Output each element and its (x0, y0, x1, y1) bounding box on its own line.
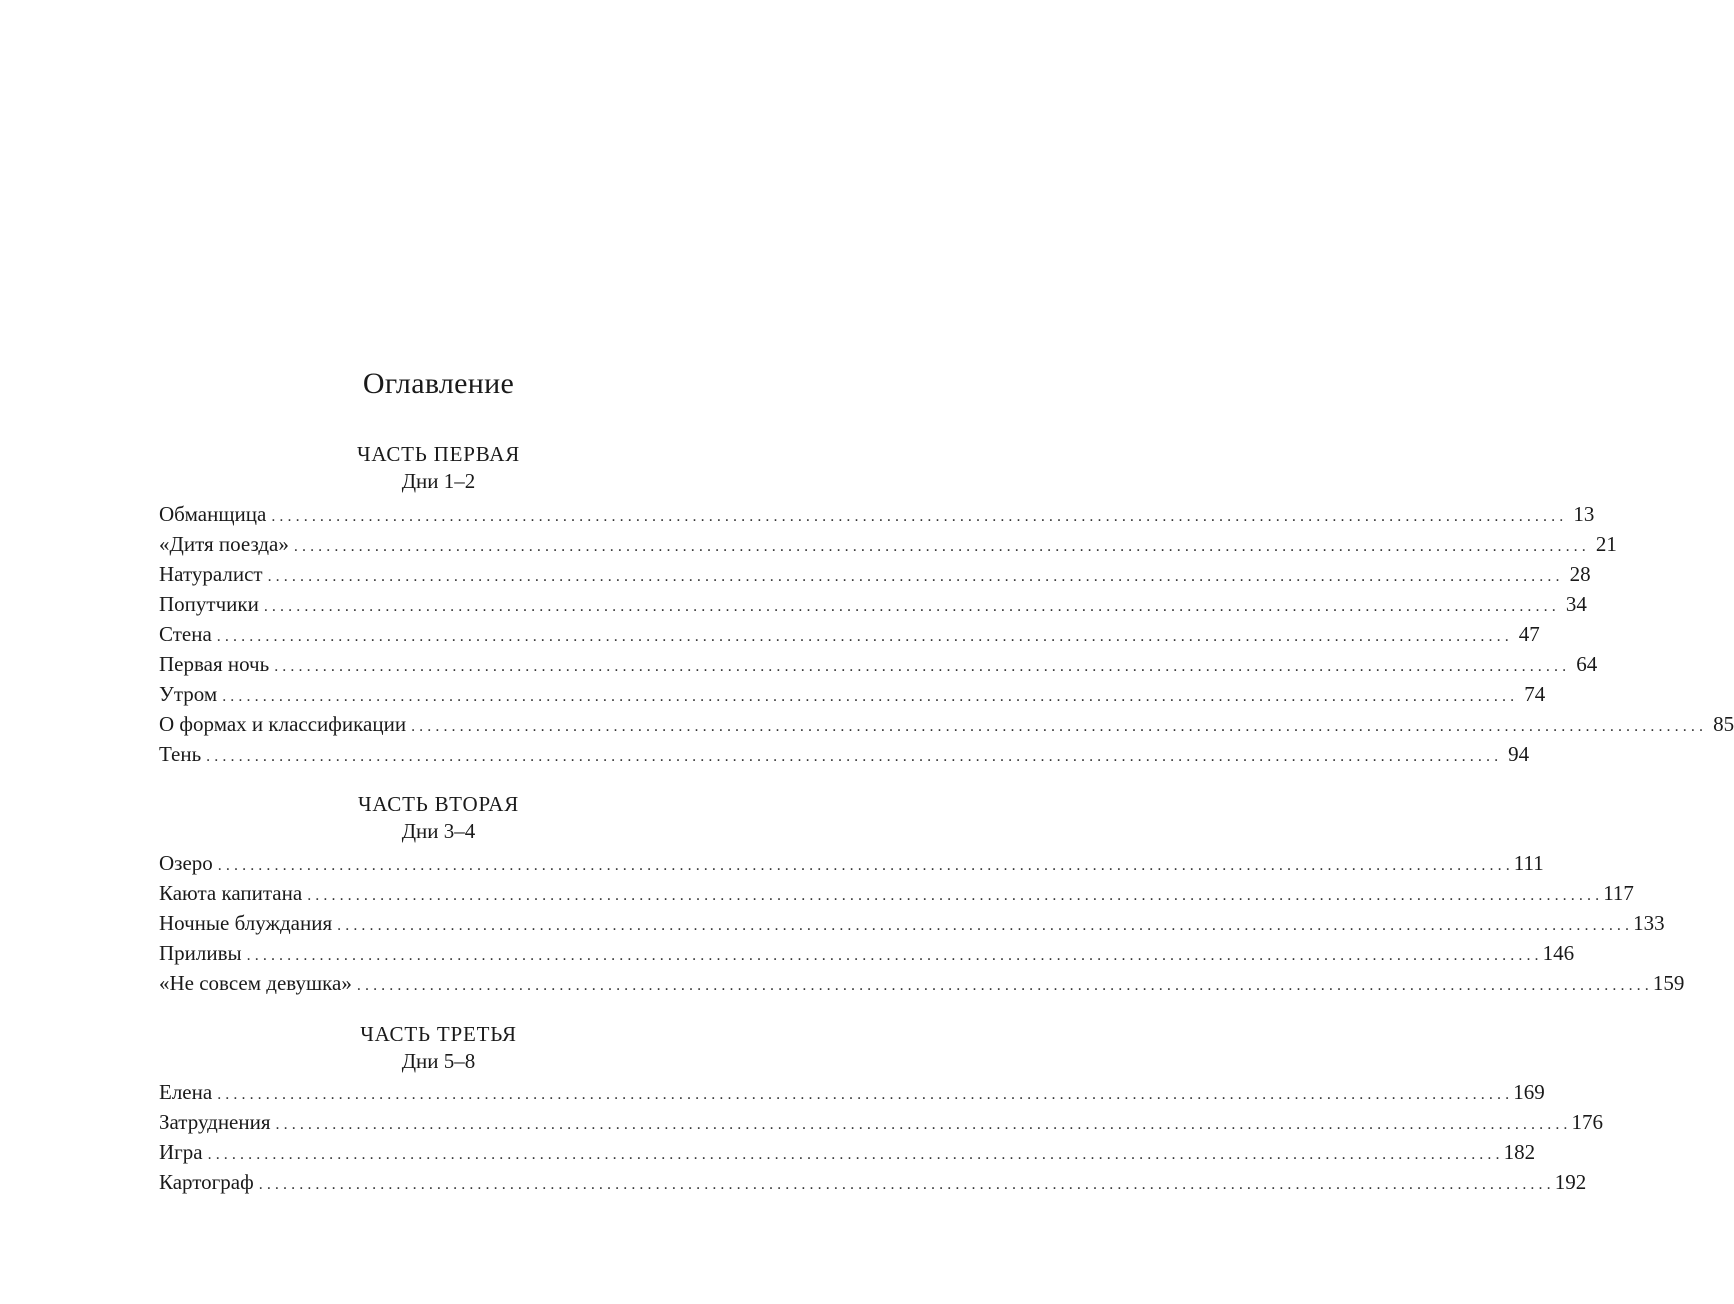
dot-leader: ................................................................................................................................................................ (411, 718, 1708, 735)
entry-page-number: 13 (1573, 502, 1595, 526)
entry-page-number: 64 (1576, 652, 1598, 676)
entry-title: «Не совсем девушка» (159, 971, 352, 995)
entry-title: Натуралист (159, 562, 263, 586)
toc-entry[interactable] (159, 559, 1591, 589)
toc-entry[interactable] (159, 529, 1617, 559)
entry-title: Утром (159, 682, 218, 706)
entry-page-number: 74 (1524, 682, 1546, 706)
entry-page-number: 117 (1603, 881, 1634, 905)
entry-title: Озеро (159, 851, 213, 875)
entry-page-number: 34 (1565, 592, 1587, 616)
dot-leader: ................................................................................................................................................................ (263, 598, 1560, 615)
dot-leader: ................................................................................................................................................................ (307, 887, 1604, 904)
entry-title: Ночные блуждания (159, 911, 333, 935)
entry-page-number: 28 (1569, 562, 1591, 586)
part-heading: ЧАСТЬ ПЕРВАЯ (356, 442, 521, 466)
toc-entry[interactable] (159, 619, 1540, 649)
entry-title: Игра (159, 1140, 203, 1164)
toc-entry[interactable] (159, 1077, 1545, 1107)
dot-leader: ................................................................................................................................................................ (258, 1176, 1555, 1193)
toc-entry[interactable] (159, 739, 1530, 769)
entry-title: Приливы (159, 941, 242, 965)
part-heading: ЧАСТЬ ТРЕТЬЯ (360, 1022, 517, 1046)
toc-entry[interactable] (159, 679, 1546, 709)
toc-entry[interactable] (159, 908, 1665, 938)
entry-page-number: 159 (1652, 971, 1685, 995)
entry-title: Попутчики (159, 592, 259, 616)
dot-leader: ................................................................................................................................................................ (267, 568, 1564, 585)
dot-leader: ................................................................................................................................................................ (356, 977, 1653, 994)
dot-leader: ................................................................................................................................................................ (246, 947, 1543, 964)
toc-entry[interactable] (159, 649, 1598, 679)
dot-leader: ................................................................................................................................................................ (271, 508, 1568, 525)
toc-entry[interactable] (159, 968, 1685, 998)
toc-entry[interactable] (159, 1137, 1536, 1167)
toc-entry[interactable] (159, 878, 1634, 908)
part-days: Дни 1–2 (401, 469, 476, 493)
part-header-1 (0, 441, 877, 495)
dot-leader: ................................................................................................................................................................ (207, 1146, 1504, 1163)
entry-title: «Дитя поезда» (159, 532, 289, 556)
toc-entry[interactable] (159, 938, 1575, 968)
dot-leader: ................................................................................................................................................................ (274, 658, 1571, 675)
toc-entry[interactable] (159, 589, 1587, 619)
entry-page-number: 169 (1513, 1080, 1545, 1104)
part-header-3 (0, 1021, 877, 1075)
dot-leader: ................................................................................................................................................................ (293, 538, 1590, 555)
part-days: Дни 5–8 (401, 1049, 476, 1073)
entry-page-number: 176 (1571, 1110, 1604, 1134)
part-heading: ЧАСТЬ ВТОРАЯ (357, 792, 520, 816)
entry-title: Тень (159, 742, 202, 766)
entry-title: Каюта капитана (159, 881, 303, 905)
entry-title: Затруднения (159, 1110, 271, 1134)
toc-entry[interactable] (159, 709, 1734, 739)
entry-title: Картограф (159, 1170, 254, 1194)
entry-title: Обманщица (159, 502, 267, 526)
dot-leader: ................................................................................................................................................................ (217, 857, 1514, 874)
entry-page-number: 85 (1713, 712, 1734, 736)
entry-title: Первая ночь (159, 652, 270, 676)
entry-title: О формах и классификации (159, 712, 407, 736)
toc-entries-part-2 (159, 848, 1685, 998)
part-header-2 (0, 791, 877, 845)
entry-page-number: 47 (1518, 622, 1540, 646)
dot-leader: ................................................................................................................................................................ (206, 748, 1503, 765)
entry-page-number: 182 (1503, 1140, 1536, 1164)
toc-entry[interactable] (159, 1107, 1604, 1137)
toc-entry[interactable] (159, 848, 1544, 878)
entry-page-number: 94 (1508, 742, 1530, 766)
entry-title: Стена (159, 622, 212, 646)
dot-leader: ................................................................................................................................................................ (337, 917, 1634, 934)
entry-page-number: 111 (1513, 851, 1544, 875)
entry-page-number: 21 (1595, 532, 1617, 556)
toc-entries-part-3 (159, 1077, 1604, 1197)
dot-leader: ................................................................................................................................................................ (275, 1116, 1572, 1133)
toc-entry[interactable] (159, 1167, 1587, 1197)
dot-leader: ................................................................................................................................................................ (222, 688, 1519, 705)
dot-leader: ................................................................................................................................................................ (217, 1086, 1514, 1103)
toc-entry[interactable] (159, 499, 1595, 529)
entry-title: Елена (159, 1080, 213, 1104)
dot-leader: ................................................................................................................................................................ (216, 628, 1513, 645)
toc-title: Оглавление (362, 367, 515, 400)
entry-page-number: 146 (1542, 941, 1575, 965)
entry-page-number: 133 (1633, 911, 1665, 935)
part-days: Дни 3–4 (401, 819, 476, 843)
entry-page-number: 192 (1554, 1170, 1587, 1194)
toc-entries-part-1 (159, 499, 1734, 769)
